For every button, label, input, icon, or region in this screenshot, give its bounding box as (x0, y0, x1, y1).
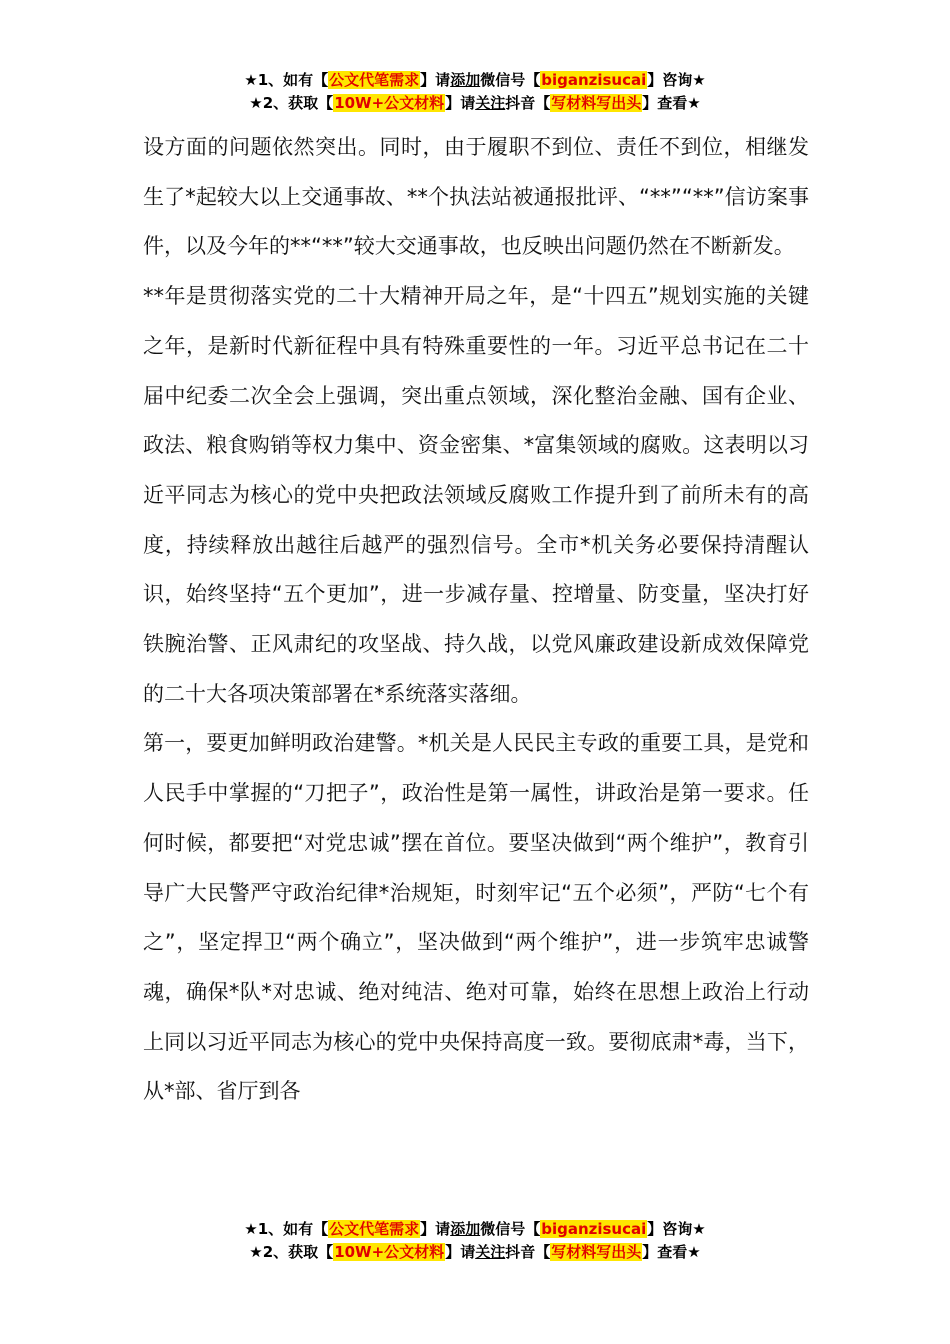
banner-text: 抖音【 (505, 1243, 551, 1261)
banner-underlined-text: 关注 (475, 1243, 506, 1261)
paragraph-2: **年是贯彻落实党的二十大精神开局之年，是“十四五”规划实施的关键之年，是新时代新征程中具有特殊重要性的一年。习近平总书记在二十届中纪委二次全会上强调，突出重点领域，深化整治金融、国有企业、政法、粮食购销等权力集中、资金密集、*富集领域的腐败。这表明以习近平同志为核心的党中央把政法领域反腐败工作提升到了前所未有的高度，持续释放出越往后越严的强烈信号。全市*机关务必要保持清醒认识，始终坚持“五个更加”，进一步减存量、控增量、防变量，坚决打好铁腕治警、正风肃纪的攻坚战、持久战，以党风廉政建设新成效保障党的二十大各项决策部署在*系统落实落细。 (143, 284, 809, 706)
banner-underlined-text: 添加 (450, 1220, 481, 1238)
banner-underlined-text: 关注 (475, 94, 506, 112)
highlight-wechat-id: biganzisucai (541, 1220, 647, 1238)
paragraph-3: 第一，要更加鲜明政治建警。*机关是人民民主专政的重要工具，是党和人民手中掌握的“刀把子”，政治性是第一属性，讲政治是第一要求。任何时候，都要把“对党忠诚”摆在首位。要坚决做到“两个维护”，教育引导广大民警严守政治纪律*治规矩，时刻牢记“五个必须”，严防“七个有之”，坚定捍卫“两个确立”，坚决做到“两个维护”，进一步筑牢忠诚警魂，确保*队*对忠诚、绝对纯洁、绝对可靠，始终在思想上政治上行动上同以习近平同志为核心的党中央保持高度一致。要彻底肃*毒，当下，从*部、省厅到各 (143, 731, 809, 1104)
banner-underlined-text: 添加 (450, 71, 481, 89)
banner-text: 】咨询★ (647, 1220, 706, 1238)
banner-text: 】请 (420, 71, 451, 89)
banner-text: 】请 (445, 1243, 476, 1261)
highlight-service: 公文代笔需求 (329, 71, 420, 89)
highlight-douyin-id: 写材料写出头 (551, 94, 642, 112)
banner-text: 微信号【 (480, 71, 541, 89)
highlight-wechat-id: biganzisucai (541, 71, 647, 89)
banner-line-1 (0, 1218, 950, 1241)
banner-text: ★2、获取【 (249, 1243, 334, 1261)
banner-text: 】查看★ (642, 1243, 701, 1261)
banner-line-2 (0, 92, 950, 115)
highlight-materials: 10W+公文材料 (334, 94, 445, 112)
banner-text: 抖音【 (505, 94, 551, 112)
bottom-banner (0, 1218, 950, 1264)
banner-text: ★1、如有【 (244, 71, 329, 89)
banner-line-2 (0, 1241, 950, 1264)
banner-text: ★2、获取【 (249, 94, 334, 112)
banner-text: 】咨询★ (647, 71, 706, 89)
document-body (143, 123, 809, 1117)
banner-text: ★1、如有【 (244, 1220, 329, 1238)
paragraph-1: 设方面的问题依然突出。同时，由于履职不到位、责任不到位，相继发生了*起较大以上交通事故、**个执法站被通报批评、“**”“**”信访案事件，以及今年的**“**”较大交通事故，也反映出问题仍然在不断新发。 (143, 135, 809, 259)
banner-text: 】请 (445, 94, 476, 112)
banner-line-1 (0, 69, 950, 92)
banner-text: 微信号【 (480, 1220, 541, 1238)
highlight-materials: 10W+公文材料 (334, 1243, 445, 1261)
banner-text: 】请 (420, 1220, 451, 1238)
highlight-service: 公文代笔需求 (329, 1220, 420, 1238)
highlight-douyin-id: 写材料写出头 (551, 1243, 642, 1261)
top-banner (0, 69, 950, 115)
banner-text: 】查看★ (642, 94, 701, 112)
